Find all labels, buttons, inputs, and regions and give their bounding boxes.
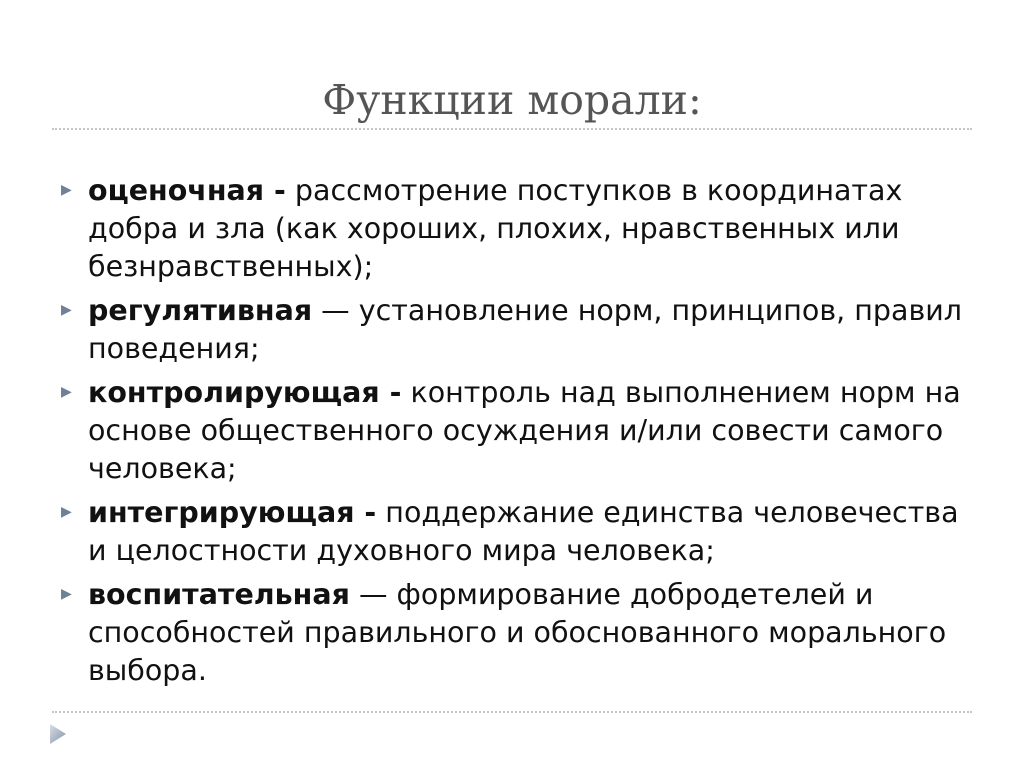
list-item-educational xyxy=(0,576,1024,690)
item-description: — формирование добродетелей и способностей правильного и обоснованного морального выбора. xyxy=(88,578,947,687)
list-item-evaluative xyxy=(0,172,1024,286)
item-term: оценочная - xyxy=(88,174,286,207)
triangle-bullet-icon: ▶ xyxy=(61,384,72,400)
triangle-nav-icon[interactable] xyxy=(48,722,68,746)
title-divider xyxy=(52,128,972,130)
triangle-bullet-icon: ▶ xyxy=(61,504,72,520)
triangle-bullet-icon: ▶ xyxy=(61,586,72,602)
item-description: поддержание единства человечества и целостности духовного мира человека; xyxy=(88,496,959,567)
slide-title: Функции морали: xyxy=(322,76,702,124)
item-description: контроль над выполнением норм на основе общественного осуждения и/или совести самого человека; xyxy=(88,376,961,485)
item-description: — установление норм, принципов, правил поведения; xyxy=(88,294,963,365)
triangle-bullet-icon: ▶ xyxy=(61,182,72,198)
item-term: интегрирующая - xyxy=(88,496,377,529)
list-item-integrating xyxy=(0,494,1024,570)
item-term: контролирующая - xyxy=(88,376,402,409)
item-description: рассмотрение поступков в координатах добра и зла (как хороших, плохих, нравственных или безнравственных); xyxy=(88,174,903,283)
item-term: регулятивная xyxy=(88,294,313,327)
list-item-controlling xyxy=(0,374,1024,488)
triangle-bullet-icon: ▶ xyxy=(61,302,72,318)
item-term: воспитательная xyxy=(88,578,350,611)
footer-divider xyxy=(52,711,972,713)
functions-list xyxy=(0,172,1024,690)
list-item-regulative xyxy=(0,292,1024,368)
